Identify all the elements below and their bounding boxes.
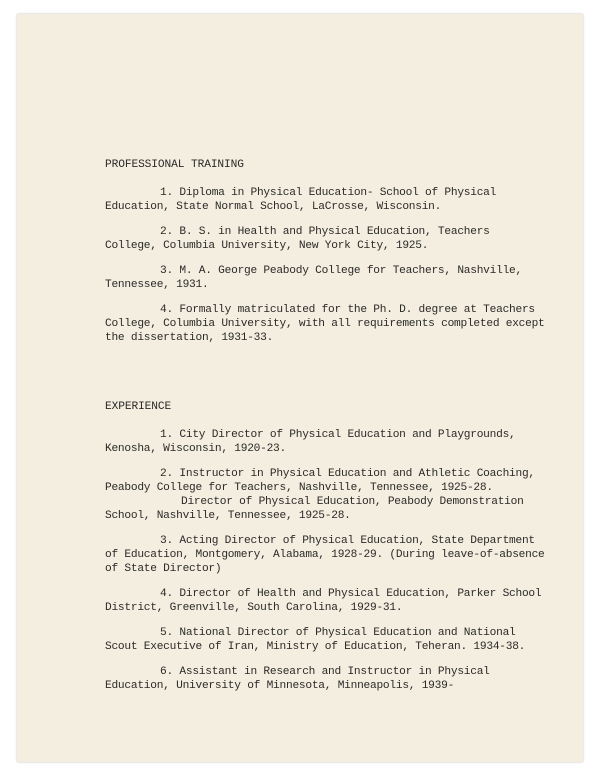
document-page	[17, 14, 583, 762]
section-professional-training	[105, 158, 545, 345]
list-item-text: 2. Instructor in Physical Education and Athletic Coaching, Peabody College for Teachers, Nashville, Tennessee, 1925-28.	[105, 468, 535, 494]
document-body	[105, 158, 545, 704]
list-item: 6. Assistant in Research and Instructor in Physical Education, University of Minnesota, Minneapolis, 1939-	[105, 666, 490, 692]
section-spacer	[105, 356, 545, 400]
list-item-subtext: Director of Physical Education, Peabody Demonstration School, Nashville, Tennessee, 1925-28.	[105, 496, 524, 522]
list-item: 3. Acting Director of Physical Education, State Department of Education, Montgomery, Alabama, 1928-29. (During leave-of-absence of State Director)	[105, 535, 545, 575]
list-item: 3. M. A. George Peabody College for Teachers, Nashville, Tennessee, 1931.	[105, 265, 522, 291]
list-item: 1. City Director of Physical Education and Playgrounds, Kenosha, Wisconsin, 1920-23.	[105, 429, 516, 455]
section-heading: EXPERIENCE	[105, 401, 172, 413]
section-experience	[105, 400, 545, 693]
list-item: 4. Director of Health and Physical Education, Parker School District, Greenville, South Carolina, 1929-31.	[105, 588, 542, 614]
list-item	[105, 467, 545, 523]
list-item: 2. B. S. in Health and Physical Education, Teachers College, Columbia University, New York City, 1925.	[105, 226, 490, 252]
list-item: 1. Diploma in Physical Education- School of Physical Education, State Normal School, LaCrosse, Wisconsin.	[105, 187, 497, 213]
list-item: 5. National Director of Physical Education and National Scout Executive of Iran, Ministry of Education, Teheran. 1934-38.	[105, 627, 526, 653]
list-item: 4. Formally matriculated for the Ph. D. degree at Teachers College, Columbia University, with all requirements completed except the dissertation, 1931-33.	[105, 304, 545, 344]
section-heading: PROFESSIONAL TRAINING	[105, 159, 244, 171]
